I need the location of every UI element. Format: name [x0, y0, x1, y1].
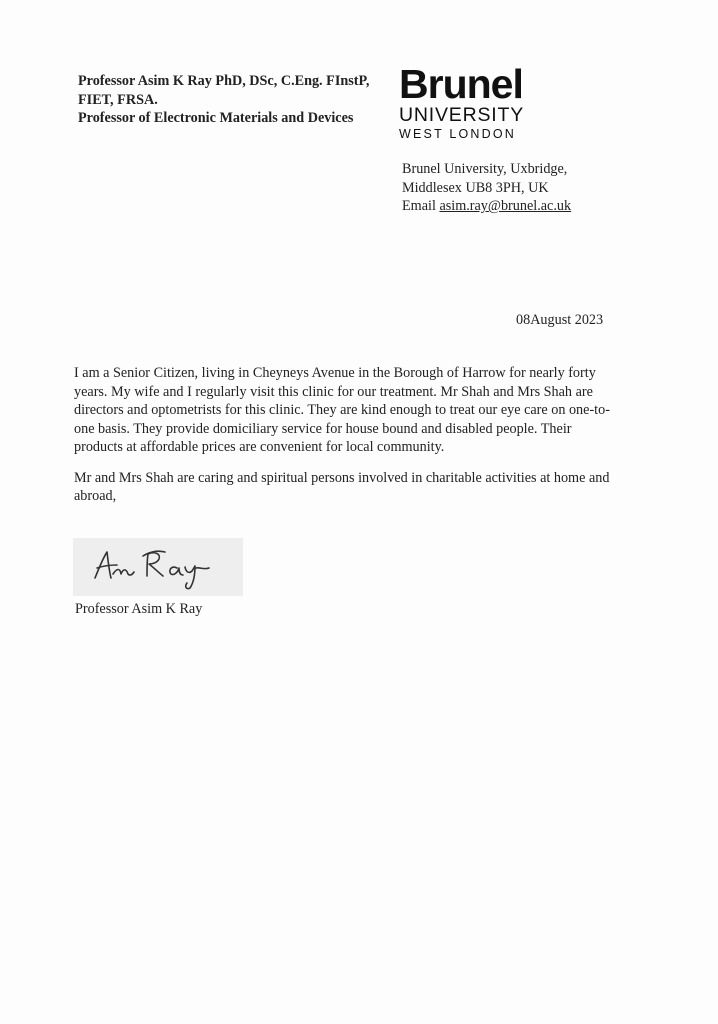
author-credentials-line2: FIET, FRSA. — [78, 91, 158, 108]
address-block — [402, 160, 571, 216]
address-line2: Middlesex UB8 3PH, UK — [402, 179, 549, 196]
logo-university: UNIVERSITY — [399, 104, 525, 126]
letter-body — [74, 364, 622, 518]
signature-scribble — [73, 538, 243, 596]
brunel-logo — [399, 61, 529, 142]
email-line — [402, 197, 571, 216]
signature-image — [73, 538, 243, 596]
letter-date: 08August 2023 — [516, 312, 604, 328]
author-credentials-line1: Professor Asim K Ray PhD, DSc, C.Eng. FInstP, — [78, 73, 370, 89]
author-title: Professor of Electronic Materials and Devices — [78, 110, 354, 126]
logo-location: WEST LONDON — [399, 127, 517, 141]
address-line1: Brunel University, Uxbridge, — [402, 161, 568, 177]
body-paragraph-2: Mr and Mrs Shah are caring and spiritual persons involved in charitable activities at home and abroad, — [74, 469, 610, 504]
logo-brand: Brunel — [399, 61, 523, 107]
email-link[interactable]: asim.ray@brunel.ac.uk — [439, 198, 572, 214]
body-paragraph-1: I am a Senior Citizen, living in Cheyneys Avenue in the Borough of Harrow for nearly forty years. My wife and I regularly visit this clinic for our treatment. Mr Shah and Mrs Shah are directors and optometrists for this clinic. They are kind enough to treat our eye care on one-to-one basis. They provide domiciliary service for house bound and disabled people. Their products at affordable prices are convenient for local community. — [74, 365, 610, 455]
signer-name: Professor Asim K Ray — [75, 601, 203, 617]
author-header — [78, 72, 398, 128]
email-label: Email — [402, 198, 440, 214]
